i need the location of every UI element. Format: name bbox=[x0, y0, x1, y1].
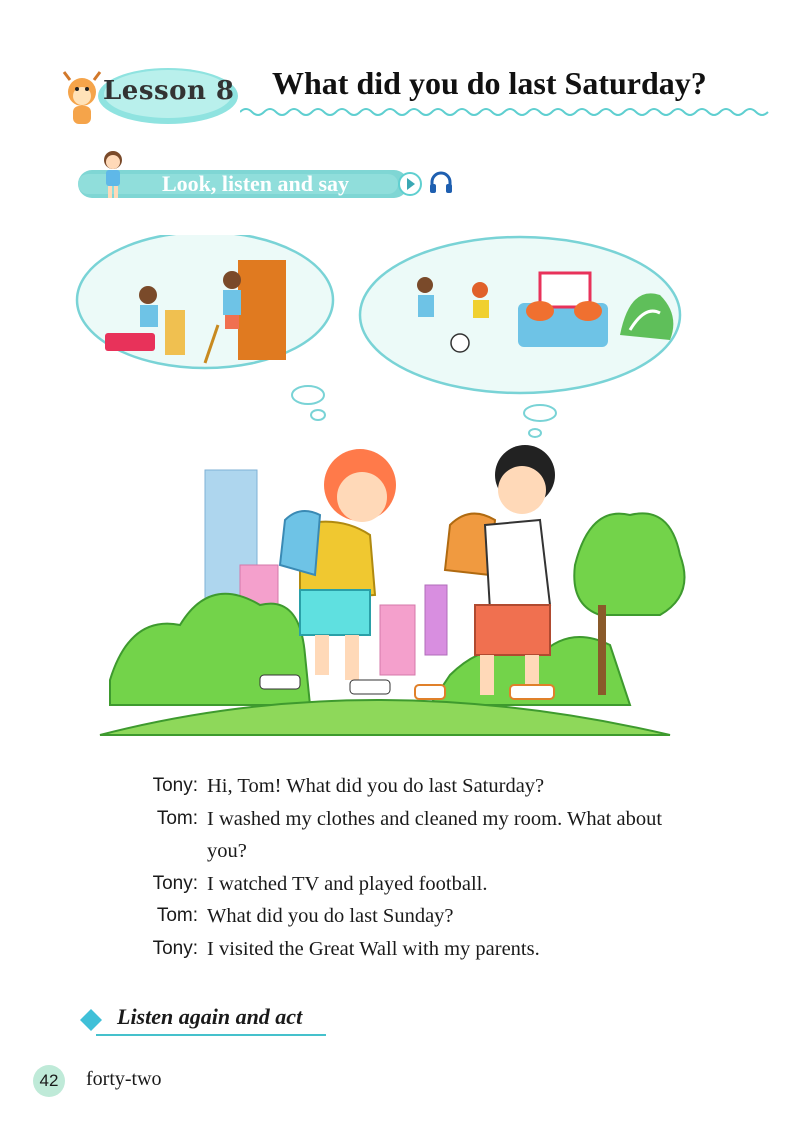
utterance: I washed my clothes and cleaned my room. What about you? bbox=[207, 807, 663, 862]
utterance: I visited the Great Wall with my parents. bbox=[207, 937, 540, 960]
girl-with-headphones-icon bbox=[95, 148, 131, 202]
dialogue-line bbox=[120, 803, 720, 868]
page-number-words: forty-two bbox=[86, 1068, 162, 1090]
play-arrow-icon[interactable] bbox=[398, 172, 422, 196]
calf-mascot-icon bbox=[64, 72, 100, 124]
illustration-scene bbox=[70, 235, 770, 755]
page-number: 42 bbox=[33, 1065, 65, 1097]
speaker-name: Tony: bbox=[152, 872, 198, 894]
section-label: Look, listen and say bbox=[162, 171, 350, 196]
speaker-name: Tony: bbox=[152, 937, 198, 959]
utterance: What did you do last Sunday? bbox=[207, 905, 454, 927]
thought-bubble-housework bbox=[77, 235, 333, 368]
page-title: What did you do last Saturday? bbox=[272, 65, 707, 101]
thought-bubble-weekend bbox=[360, 237, 680, 393]
boy-tom bbox=[415, 445, 555, 699]
dialogue bbox=[120, 770, 720, 965]
dialogue-line bbox=[120, 770, 720, 803]
sub-section-label: Listen again and act bbox=[117, 1004, 303, 1029]
lesson-label: Lesson 8 bbox=[103, 76, 235, 106]
dialogue-line bbox=[120, 868, 720, 901]
dialogue-line bbox=[120, 900, 720, 933]
diamond-bullet-icon bbox=[80, 1009, 102, 1031]
utterance: Hi, Tom! What did you do last Saturday? bbox=[207, 775, 545, 797]
speaker-name: Tom: bbox=[156, 807, 198, 829]
speaker-name: Tom: bbox=[156, 905, 198, 926]
dialogue-line bbox=[120, 933, 720, 966]
speaker-name: Tony: bbox=[152, 775, 198, 796]
sub-section-underline bbox=[96, 1034, 326, 1036]
title-underline-wave bbox=[240, 106, 770, 118]
headphones-icon[interactable] bbox=[428, 170, 454, 196]
utterance: I watched TV and played football. bbox=[207, 872, 488, 895]
